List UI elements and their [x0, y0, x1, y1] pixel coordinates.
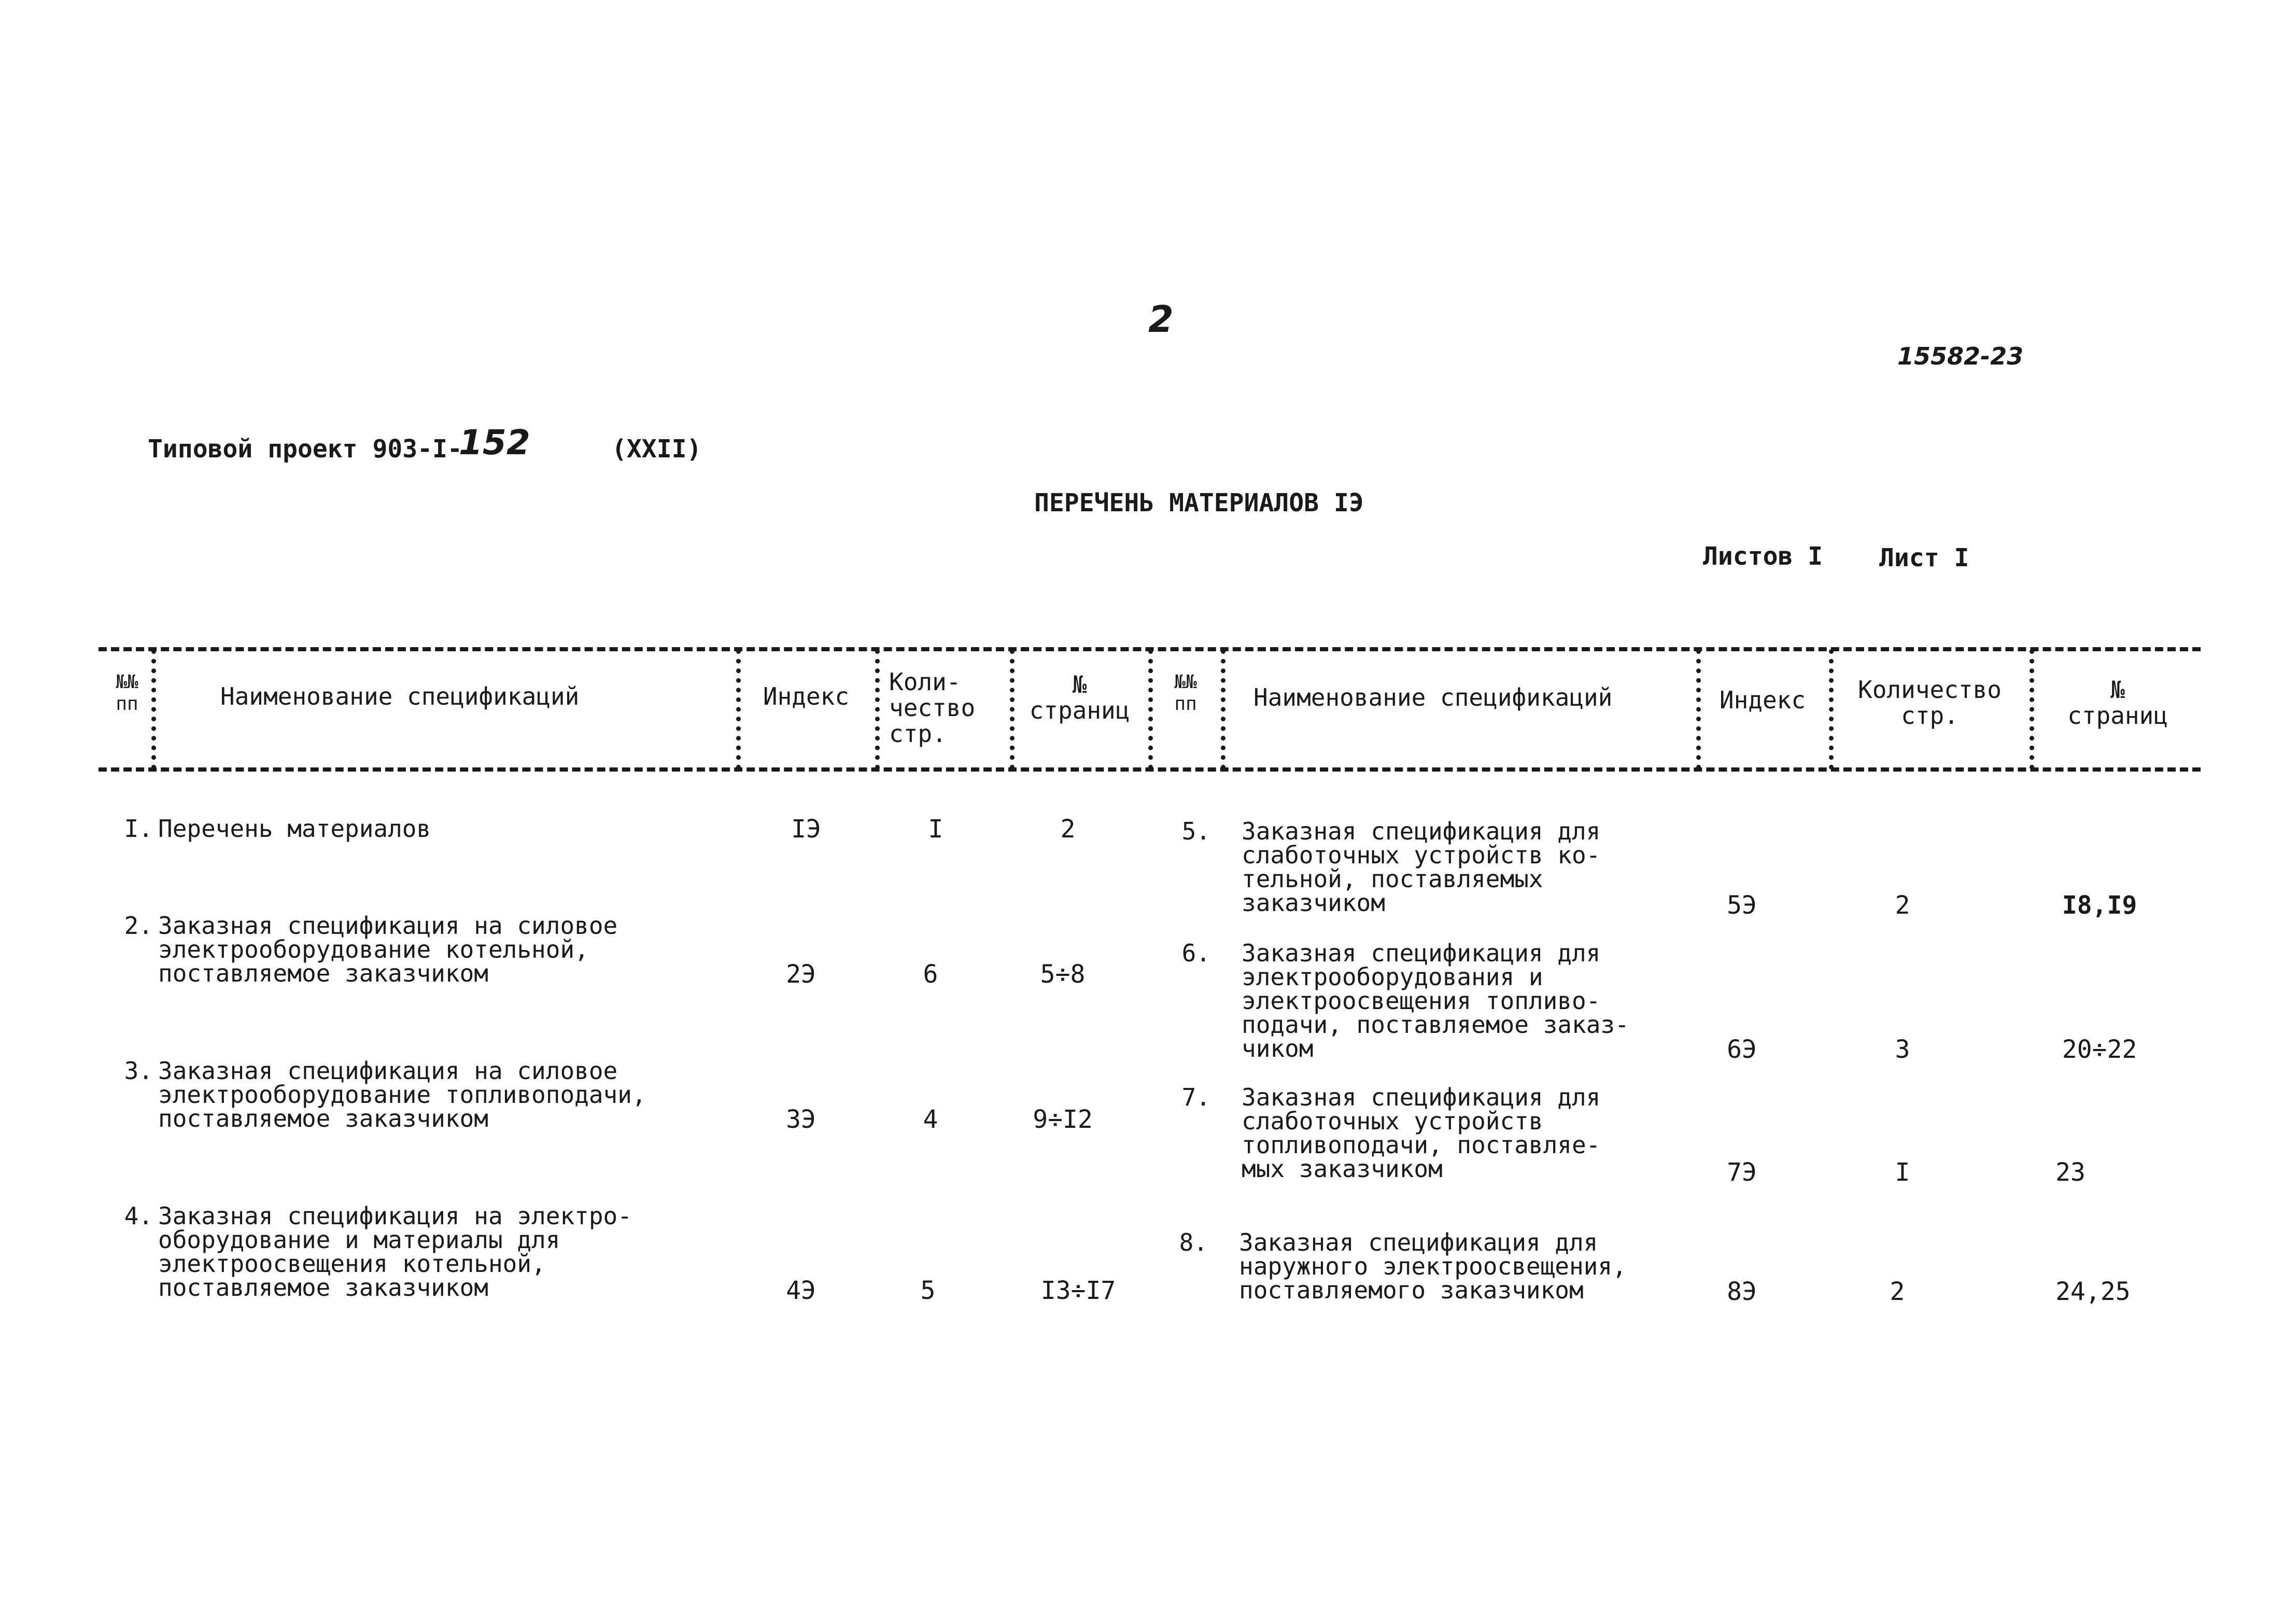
- row-page-count: 5: [920, 1276, 936, 1305]
- column-header-pages-left: № страниц: [1029, 670, 1130, 724]
- row-number: 7.: [1181, 1083, 1210, 1111]
- project-volume: (XXII): [612, 435, 702, 464]
- row-page-count: 2: [1895, 891, 1910, 920]
- row-index: 2Э: [786, 960, 816, 989]
- sheets-total: Листов I: [1703, 542, 1823, 571]
- column-header-num-right: №№ пп: [1174, 671, 1197, 715]
- row-pages: 2: [1060, 815, 1076, 844]
- row-title: Заказная спецификация для слаботочных устройств топливоподачи, поставляе- мых заказчиком: [1242, 1083, 1601, 1183]
- row-pages: 23: [2055, 1158, 2086, 1187]
- project-number-handwritten: 152: [459, 423, 530, 463]
- column-header-count-left: Коли- чество стр.: [889, 668, 976, 748]
- row-number: 8.: [1179, 1228, 1208, 1256]
- column-separator: [1221, 649, 1226, 769]
- row-page-count: 6: [923, 960, 938, 989]
- row-title: Заказная спецификация на силовое электрооборудование котельной, поставляемое заказчиком: [158, 912, 618, 987]
- row-pages: 5÷8: [1040, 960, 1086, 989]
- row-title: Заказная спецификация на электро- оборудование и материалы для электроосвещения котельной, поставляемое заказчиком: [158, 1202, 632, 1302]
- row-number: I.: [124, 815, 153, 843]
- column-header-index-left: Индекс: [763, 682, 850, 710]
- row-title: Заказная спецификация для электрооборудования и электроосвещения топливо- подачи, поставляемое заказ- чиком: [1242, 939, 1629, 1062]
- row-pages: I8,I9: [2062, 891, 2137, 920]
- column-separator: [736, 649, 741, 769]
- column-header-num-left: №№ пп: [116, 671, 138, 715]
- row-number: 5.: [1181, 817, 1210, 845]
- row-number: 6.: [1181, 939, 1210, 967]
- column-separator: [151, 649, 156, 769]
- row-title: Перечень материалов: [158, 815, 431, 843]
- row-index: 6Э: [1727, 1035, 1757, 1064]
- column-separator: [875, 649, 880, 769]
- sheet-current: Лист I: [1879, 543, 1969, 572]
- document-code: 15582-23: [1897, 342, 2024, 370]
- row-index: 7Э: [1727, 1158, 1757, 1187]
- row-pages: 24,25: [2055, 1277, 2131, 1306]
- column-header-index-right: Индекс: [1719, 686, 1806, 714]
- row-number: 2.: [124, 912, 153, 940]
- row-page-count: 4: [923, 1105, 938, 1134]
- row-number: 3.: [124, 1057, 153, 1085]
- page-number: 2: [1148, 298, 1174, 341]
- row-page-count: 3: [1895, 1035, 1910, 1064]
- row-index: 4Э: [786, 1276, 816, 1305]
- list-title: ПЕРЕЧЕНЬ МАТЕРИАЛОВ IЭ: [1034, 488, 1364, 517]
- row-pages: 9÷I2: [1033, 1105, 1093, 1134]
- column-header-name-left: Наименование спецификаций: [220, 682, 580, 710]
- row-pages: I3÷I7: [1040, 1276, 1116, 1305]
- column-separator: [2030, 649, 2034, 769]
- row-index: 8Э: [1727, 1277, 1757, 1306]
- row-index: IЭ: [791, 815, 821, 844]
- row-number: 4.: [124, 1202, 153, 1230]
- row-pages: 20÷22: [2062, 1035, 2137, 1064]
- column-header-pages-right: № страниц: [2067, 676, 2168, 730]
- row-page-count: I: [928, 815, 943, 844]
- row-page-count: I: [1895, 1158, 1910, 1187]
- row-title: Заказная спецификация для слаботочных устройств ко- тельной, поставляемых заказчиком: [1242, 817, 1601, 917]
- column-header-count-right: Количество стр.: [1858, 676, 2002, 730]
- column-header-name-right: Наименование спецификаций: [1253, 683, 1613, 711]
- row-index: 5Э: [1727, 891, 1757, 920]
- row-title: Заказная спецификация на силовое электрооборудование топливоподачи, поставляемое заказчиком: [158, 1057, 646, 1132]
- row-title: Заказная спецификация для наружного электроосвещения, поставляемого заказчиком: [1239, 1228, 1627, 1304]
- row-index: 3Э: [786, 1105, 816, 1134]
- project-title-prefix: Типовой проект 903-I-: [148, 435, 462, 464]
- row-page-count: 2: [1890, 1277, 1905, 1306]
